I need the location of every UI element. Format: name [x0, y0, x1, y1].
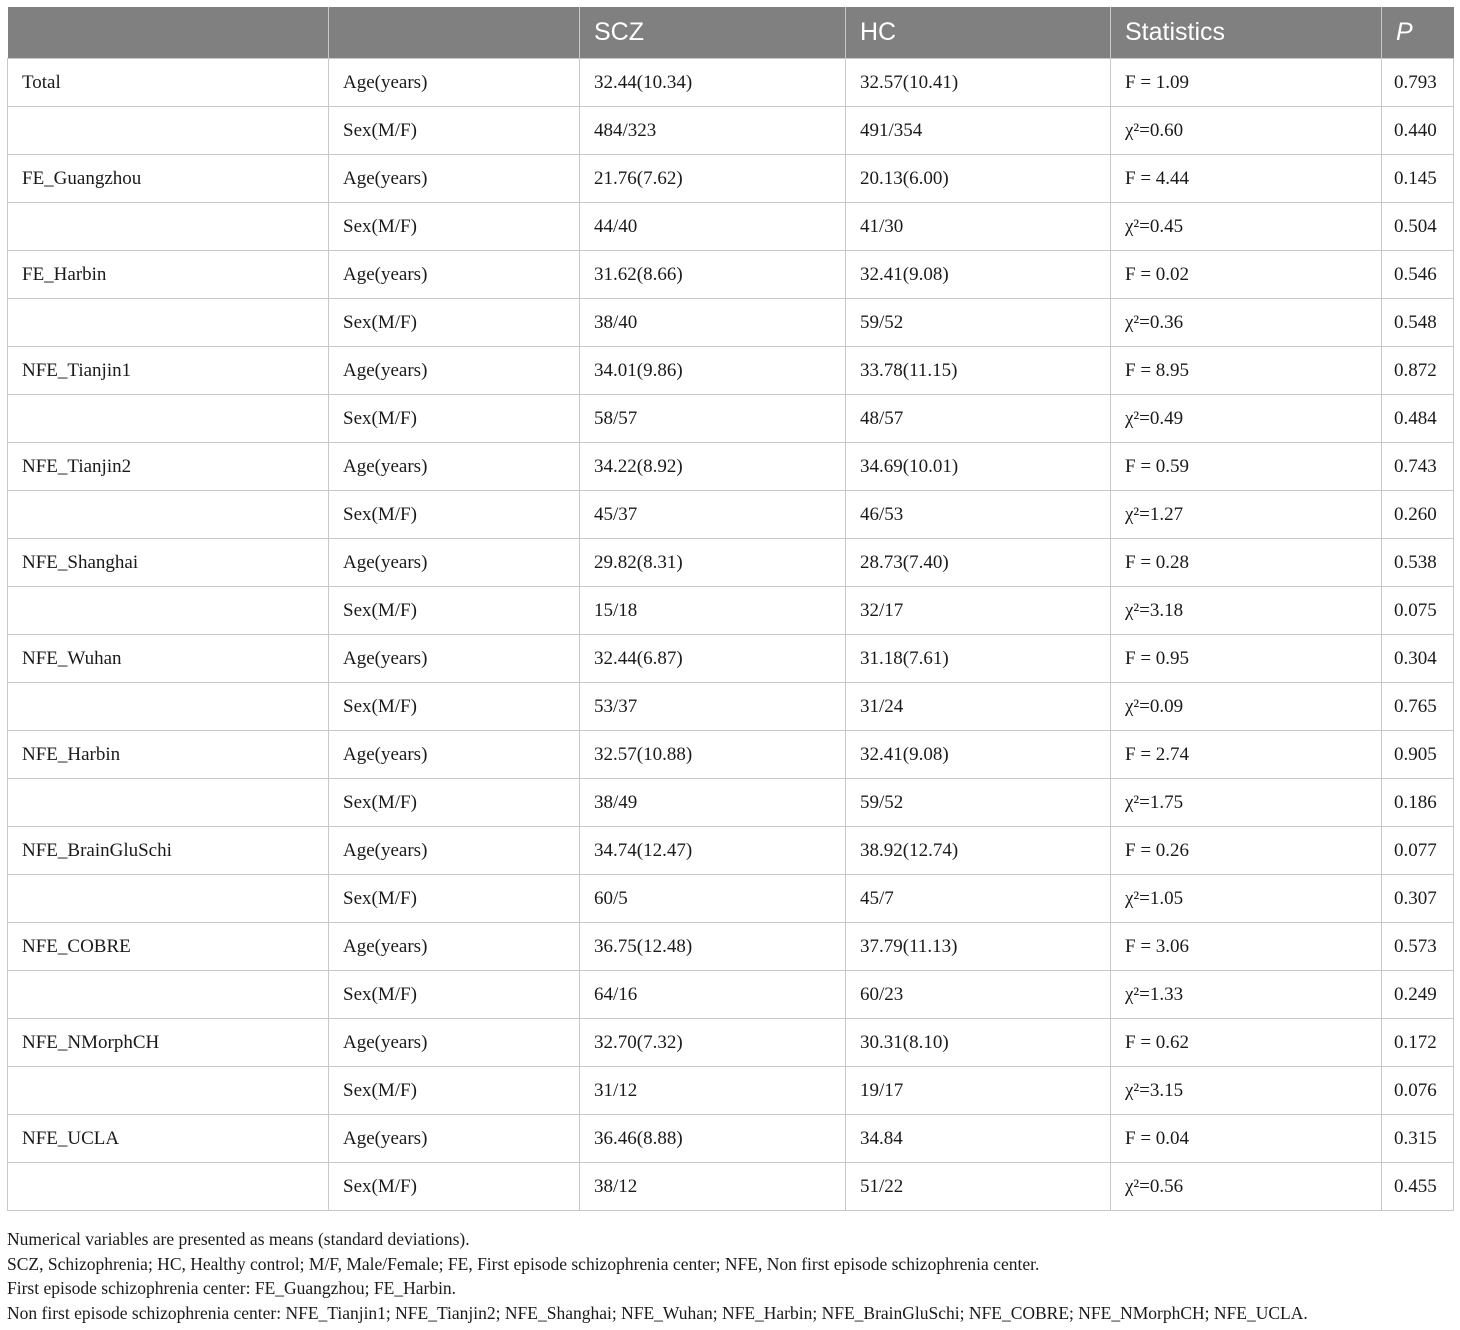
cell-hc: 38.92(12.74) [846, 827, 1111, 875]
cell-statistics: χ²=3.15 [1111, 1067, 1382, 1115]
cell-hc: 31.18(7.61) [846, 635, 1111, 683]
cell-scz: 64/16 [580, 971, 846, 1019]
cell-site: NFE_UCLA [8, 1115, 329, 1163]
cell-site [8, 683, 329, 731]
cell-p: 0.455 [1382, 1163, 1454, 1211]
cell-site [8, 1163, 329, 1211]
table-row [8, 1019, 1454, 1067]
table-row [8, 251, 1454, 299]
table-row [8, 491, 1454, 539]
cell-variable: Sex(M/F) [329, 107, 580, 155]
table-row [8, 971, 1454, 1019]
cell-variable: Sex(M/F) [329, 299, 580, 347]
cell-hc: 30.31(8.10) [846, 1019, 1111, 1067]
cell-p: 0.315 [1382, 1115, 1454, 1163]
cell-statistics: χ²=0.09 [1111, 683, 1382, 731]
demographics-table [7, 7, 1454, 1211]
cell-scz: 38/40 [580, 299, 846, 347]
header-hc: HC [846, 7, 1111, 59]
cell-p: 0.573 [1382, 923, 1454, 971]
table-row [8, 779, 1454, 827]
cell-p: 0.172 [1382, 1019, 1454, 1067]
cell-variable: Sex(M/F) [329, 587, 580, 635]
cell-hc: 32.41(9.08) [846, 731, 1111, 779]
cell-statistics: χ²=0.56 [1111, 1163, 1382, 1211]
cell-statistics: χ²=1.33 [1111, 971, 1382, 1019]
cell-statistics: χ²=0.45 [1111, 203, 1382, 251]
cell-scz: 53/37 [580, 683, 846, 731]
table-footnotes [7, 1227, 1308, 1325]
cell-p: 0.872 [1382, 347, 1454, 395]
cell-p: 0.145 [1382, 155, 1454, 203]
header-site [8, 7, 329, 59]
table-row [8, 683, 1454, 731]
cell-variable: Sex(M/F) [329, 971, 580, 1019]
cell-p: 0.307 [1382, 875, 1454, 923]
cell-variable: Sex(M/F) [329, 1163, 580, 1211]
cell-site: Total [8, 59, 329, 107]
cell-statistics: F = 2.74 [1111, 731, 1382, 779]
cell-hc: 48/57 [846, 395, 1111, 443]
cell-scz: 34.01(9.86) [580, 347, 846, 395]
table-row [8, 203, 1454, 251]
cell-statistics: χ²=0.36 [1111, 299, 1382, 347]
cell-p: 0.793 [1382, 59, 1454, 107]
table-row [8, 1067, 1454, 1115]
cell-statistics: χ²=1.75 [1111, 779, 1382, 827]
cell-statistics: F = 8.95 [1111, 347, 1382, 395]
cell-p: 0.504 [1382, 203, 1454, 251]
cell-hc: 46/53 [846, 491, 1111, 539]
cell-statistics: F = 1.09 [1111, 59, 1382, 107]
table-row [8, 539, 1454, 587]
table-row [8, 1163, 1454, 1211]
cell-variable: Age(years) [329, 1019, 580, 1067]
cell-p: 0.186 [1382, 779, 1454, 827]
cell-p: 0.765 [1382, 683, 1454, 731]
cell-site [8, 395, 329, 443]
cell-hc: 32.41(9.08) [846, 251, 1111, 299]
cell-p: 0.304 [1382, 635, 1454, 683]
cell-site: NFE_BrainGluSchi [8, 827, 329, 875]
table-row [8, 299, 1454, 347]
table-row [8, 107, 1454, 155]
cell-site: NFE_Tianjin1 [8, 347, 329, 395]
cell-scz: 45/37 [580, 491, 846, 539]
cell-site: FE_Guangzhou [8, 155, 329, 203]
cell-hc: 19/17 [846, 1067, 1111, 1115]
cell-variable: Age(years) [329, 1115, 580, 1163]
cell-hc: 45/7 [846, 875, 1111, 923]
cell-hc: 60/23 [846, 971, 1111, 1019]
cell-scz: 38/12 [580, 1163, 846, 1211]
cell-hc: 491/354 [846, 107, 1111, 155]
cell-p: 0.743 [1382, 443, 1454, 491]
cell-site [8, 491, 329, 539]
cell-scz: 15/18 [580, 587, 846, 635]
cell-statistics: F = 0.28 [1111, 539, 1382, 587]
cell-site [8, 203, 329, 251]
cell-site [8, 107, 329, 155]
table-container [7, 7, 1453, 1211]
cell-hc: 28.73(7.40) [846, 539, 1111, 587]
cell-scz: 31.62(8.66) [580, 251, 846, 299]
cell-hc: 51/22 [846, 1163, 1111, 1211]
cell-statistics: χ²=1.27 [1111, 491, 1382, 539]
footnote: Non first episode schizophrenia center: NFE_Tianjin1; NFE_Tianjin2; NFE_Shanghai; NFE_Wuhan; NFE_Harbin; NFE_BrainGluSchi; NFE_COBRE; NFE_NMorphCH; NFE_UCLA. [7, 1302, 1308, 1323]
cell-variable: Age(years) [329, 251, 580, 299]
table-row [8, 59, 1454, 107]
cell-site: FE_Harbin [8, 251, 329, 299]
cell-scz: 484/323 [580, 107, 846, 155]
cell-site: NFE_Tianjin2 [8, 443, 329, 491]
cell-scz: 32.57(10.88) [580, 731, 846, 779]
cell-variable: Age(years) [329, 59, 580, 107]
cell-p: 0.905 [1382, 731, 1454, 779]
cell-hc: 34.69(10.01) [846, 443, 1111, 491]
cell-statistics: F = 0.62 [1111, 1019, 1382, 1067]
cell-scz: 32.44(6.87) [580, 635, 846, 683]
header-scz: SCZ [580, 7, 846, 59]
cell-hc: 33.78(11.15) [846, 347, 1111, 395]
cell-site [8, 587, 329, 635]
cell-scz: 34.22(8.92) [580, 443, 846, 491]
table-row [8, 1115, 1454, 1163]
cell-variable: Age(years) [329, 923, 580, 971]
cell-statistics: F = 0.59 [1111, 443, 1382, 491]
cell-hc: 41/30 [846, 203, 1111, 251]
cell-statistics: χ²=0.60 [1111, 107, 1382, 155]
cell-scz: 32.70(7.32) [580, 1019, 846, 1067]
cell-scz: 32.44(10.34) [580, 59, 846, 107]
table-row [8, 875, 1454, 923]
cell-p: 0.546 [1382, 251, 1454, 299]
cell-site: NFE_Wuhan [8, 635, 329, 683]
footnote: Numerical variables are presented as means (standard deviations). [7, 1229, 470, 1249]
cell-statistics: χ²=3.18 [1111, 587, 1382, 635]
cell-p: 0.260 [1382, 491, 1454, 539]
cell-p: 0.440 [1382, 107, 1454, 155]
table-header [8, 7, 1454, 59]
cell-p: 0.548 [1382, 299, 1454, 347]
table-row [8, 923, 1454, 971]
cell-site [8, 1067, 329, 1115]
cell-hc: 32.57(10.41) [846, 59, 1111, 107]
cell-statistics: χ²=0.49 [1111, 395, 1382, 443]
cell-scz: 31/12 [580, 1067, 846, 1115]
footnote: First episode schizophrenia center: FE_Guangzhou; FE_Harbin. [7, 1278, 457, 1298]
cell-statistics: F = 0.04 [1111, 1115, 1382, 1163]
cell-p: 0.076 [1382, 1067, 1454, 1115]
cell-statistics: F = 0.26 [1111, 827, 1382, 875]
header-p: P [1382, 7, 1454, 59]
cell-statistics: F = 3.06 [1111, 923, 1382, 971]
table-row [8, 155, 1454, 203]
cell-p: 0.077 [1382, 827, 1454, 875]
cell-hc: 32/17 [846, 587, 1111, 635]
cell-variable: Sex(M/F) [329, 683, 580, 731]
table-row [8, 731, 1454, 779]
cell-variable: Age(years) [329, 539, 580, 587]
header-statistics: Statistics [1111, 7, 1382, 59]
cell-variable: Sex(M/F) [329, 203, 580, 251]
cell-p: 0.075 [1382, 587, 1454, 635]
cell-scz: 21.76(7.62) [580, 155, 846, 203]
table-row [8, 347, 1454, 395]
table-body [8, 59, 1454, 1211]
cell-variable: Age(years) [329, 443, 580, 491]
cell-scz: 36.75(12.48) [580, 923, 846, 971]
cell-site [8, 875, 329, 923]
cell-site [8, 971, 329, 1019]
cell-hc: 31/24 [846, 683, 1111, 731]
cell-hc: 37.79(11.13) [846, 923, 1111, 971]
header-row [8, 7, 1454, 59]
cell-scz: 60/5 [580, 875, 846, 923]
cell-variable: Age(years) [329, 347, 580, 395]
cell-site: NFE_COBRE [8, 923, 329, 971]
table-row [8, 635, 1454, 683]
table-row [8, 443, 1454, 491]
header-variable [329, 7, 580, 59]
table-row [8, 587, 1454, 635]
cell-variable: Sex(M/F) [329, 875, 580, 923]
cell-statistics: χ²=1.05 [1111, 875, 1382, 923]
cell-variable: Sex(M/F) [329, 395, 580, 443]
cell-statistics: F = 0.02 [1111, 251, 1382, 299]
cell-scz: 44/40 [580, 203, 846, 251]
cell-scz: 29.82(8.31) [580, 539, 846, 587]
cell-variable: Sex(M/F) [329, 491, 580, 539]
cell-variable: Age(years) [329, 827, 580, 875]
cell-variable: Sex(M/F) [329, 1067, 580, 1115]
table-row [8, 395, 1454, 443]
cell-scz: 36.46(8.88) [580, 1115, 846, 1163]
cell-variable: Age(years) [329, 635, 580, 683]
footnote: SCZ, Schizophrenia; HC, Healthy control; M/F, Male/Female; FE, First episode schizophrenia center; NFE, Non first episode schizophrenia center. [7, 1253, 1040, 1274]
cell-site: NFE_Shanghai [8, 539, 329, 587]
cell-p: 0.484 [1382, 395, 1454, 443]
table-row [8, 827, 1454, 875]
cell-variable: Sex(M/F) [329, 779, 580, 827]
cell-site: NFE_Harbin [8, 731, 329, 779]
cell-scz: 34.74(12.47) [580, 827, 846, 875]
cell-p: 0.538 [1382, 539, 1454, 587]
cell-site [8, 779, 329, 827]
cell-site [8, 299, 329, 347]
cell-variable: Age(years) [329, 155, 580, 203]
cell-statistics: F = 0.95 [1111, 635, 1382, 683]
cell-p: 0.249 [1382, 971, 1454, 1019]
cell-scz: 38/49 [580, 779, 846, 827]
cell-site: NFE_NMorphCH [8, 1019, 329, 1067]
cell-hc: 59/52 [846, 779, 1111, 827]
cell-statistics: F = 4.44 [1111, 155, 1382, 203]
cell-hc: 20.13(6.00) [846, 155, 1111, 203]
cell-hc: 34.84 [846, 1115, 1111, 1163]
cell-scz: 58/57 [580, 395, 846, 443]
cell-variable: Age(years) [329, 731, 580, 779]
cell-hc: 59/52 [846, 299, 1111, 347]
